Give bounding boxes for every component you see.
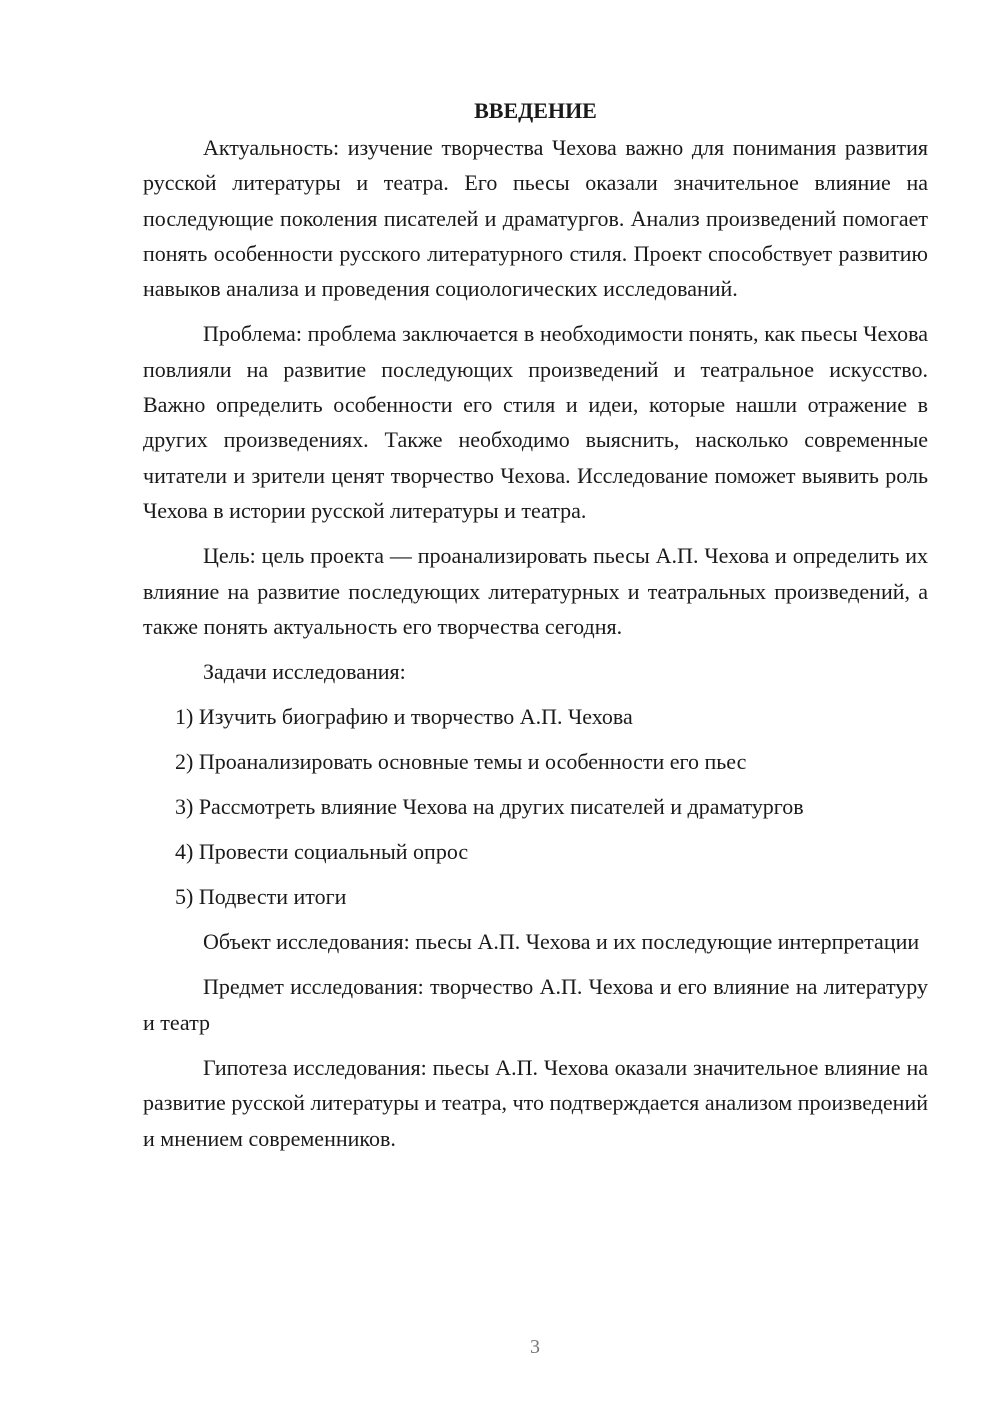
list-item: 4) Провести социальный опрос: [175, 839, 469, 865]
paragraph-subject: Предмет исследования: творчество А.П. Чехова и его влияние на литературу и театр: [143, 974, 928, 1035]
paragraph-goal: Цель: цель проекта — проанализировать пьесы А.П. Чехова и определить их влияние на развитие последующих литературных и театральных произведений, а также понять актуальность его творчества сегодня.: [143, 543, 928, 639]
tasks-heading: Задачи исследования:: [203, 659, 406, 685]
document-page: [143, 96, 928, 1166]
list-item: 2) Проанализировать основные темы и особенности его пьес: [175, 749, 747, 775]
page-title: ВВЕДЕНИЕ: [474, 98, 597, 123]
paragraph-relevance: Актуальность: изучение творчества Чехова важно для понимания развития русской литературы и театра. Его пьесы оказали значительное влияние на последующие поколения писателей и драматургов. Анализ произведений помогает понять особенности русского литературного стиля. Проект способствует развитию навыков анализа и проведения социологических исследований.: [143, 135, 928, 302]
list-item: 5) Подвести итоги: [175, 884, 347, 910]
paragraph-problem: Проблема: проблема заключается в необходимости понять, как пьесы Чехова повлияли на развитие последующих произведений и театральное искусство. Важно определить особенности его стиля и идеи, которые нашли отражение в других произведениях. Также необходимо выяснить, насколько современные читатели и зрители ценят творчество Чехова. Исследование поможет выявить роль Чехова в истории русской литературы и театра.: [143, 321, 928, 523]
task-list: [143, 699, 928, 914]
list-item: 3) Рассмотреть влияние Чехова на других писателей и драматургов: [175, 794, 804, 820]
paragraph-object: Объект исследования: пьесы А.П. Чехова и их последующие интерпретации: [203, 929, 920, 955]
list-item: 1) Изучить биографию и творчество А.П. Чехова: [175, 704, 633, 730]
paragraph-hypothesis: Гипотеза исследования: пьесы А.П. Чехова оказали значительное влияние на развитие русской литературы и театра, что подтверждается анализом произведений и мнением современников.: [143, 1055, 928, 1151]
page-number: 3: [530, 1336, 540, 1358]
